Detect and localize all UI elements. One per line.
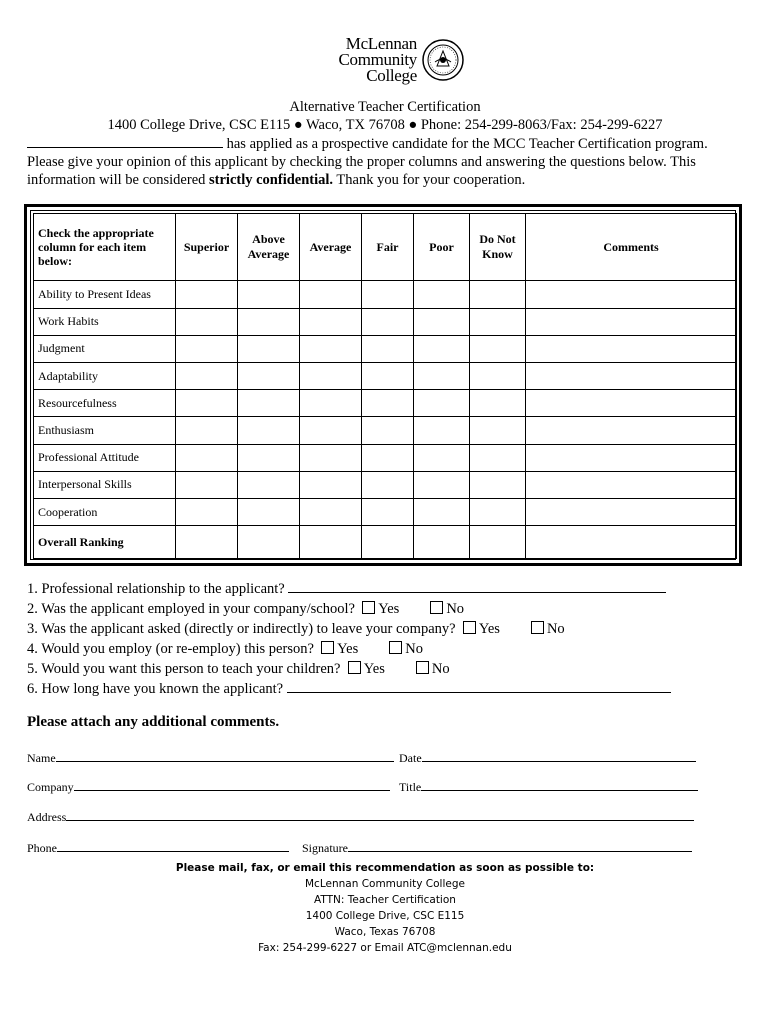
rating-cell[interactable] [176, 444, 238, 471]
rating-cell[interactable] [414, 444, 470, 471]
row-label: Judgment [34, 335, 176, 362]
rating-cell[interactable] [300, 499, 362, 526]
office-address: 1400 College Drive, CSC E115 ● Waco, TX 76708 ● Phone: 254-299-8063/Fax: 254-299-6227 [107, 117, 663, 133]
rating-cell[interactable] [176, 526, 238, 559]
relationship-blank[interactable] [288, 580, 666, 593]
rating-cell[interactable] [300, 444, 362, 471]
rating-cell[interactable] [238, 417, 300, 444]
rating-cell[interactable] [470, 444, 526, 471]
rating-cell[interactable] [362, 417, 414, 444]
row-label: Adaptability [34, 363, 176, 390]
comment-cell[interactable] [526, 499, 737, 526]
checkbox-icon[interactable] [430, 601, 443, 614]
rating-cell[interactable] [414, 281, 470, 308]
rating-cell[interactable] [414, 363, 470, 390]
rating-cell[interactable] [300, 390, 362, 417]
rating-cell[interactable] [414, 471, 470, 498]
question-6: 6. How long have you known the applicant? [27, 679, 671, 699]
col-above-average: Above Average [238, 214, 300, 281]
comment-cell[interactable] [526, 281, 737, 308]
row-label: Interpersonal Skills [34, 471, 176, 498]
rating-cell[interactable] [470, 281, 526, 308]
checkbox-icon[interactable] [463, 621, 476, 634]
comment-cell[interactable] [526, 471, 737, 498]
rating-cell[interactable] [414, 390, 470, 417]
table-row [34, 444, 737, 471]
applicant-name-blank[interactable] [27, 135, 223, 148]
questions-list [27, 579, 671, 699]
rating-table [33, 213, 737, 559]
rating-cell[interactable] [470, 499, 526, 526]
rating-cell[interactable] [238, 526, 300, 559]
checkbox-icon[interactable] [362, 601, 375, 614]
rating-cell[interactable] [470, 335, 526, 362]
rating-cell[interactable] [238, 471, 300, 498]
rating-cell[interactable] [300, 335, 362, 362]
checkbox-icon[interactable] [531, 621, 544, 634]
col-do-not-know: Do Not Know [470, 214, 526, 281]
rating-cell[interactable] [238, 281, 300, 308]
comment-cell[interactable] [526, 308, 737, 335]
row-label: Enthusiasm [34, 417, 176, 444]
table-row [34, 390, 737, 417]
rating-cell[interactable] [362, 335, 414, 362]
rating-cell[interactable] [362, 499, 414, 526]
table-row [34, 499, 737, 526]
rating-cell[interactable] [362, 471, 414, 498]
rating-cell[interactable] [238, 444, 300, 471]
checkbox-icon[interactable] [416, 661, 429, 674]
duration-blank[interactable] [287, 680, 671, 693]
rating-cell[interactable] [470, 390, 526, 417]
intro-line-2: Please give your opinion of this applicant by checking the proper columns and answering the questions below. This [27, 154, 696, 170]
rating-cell[interactable] [470, 417, 526, 444]
question-5: 5. Would you want this person to teach your children? Yes No [27, 661, 450, 677]
table-row [34, 417, 737, 444]
rating-cell[interactable] [176, 471, 238, 498]
date-field: Date [399, 749, 696, 766]
rating-table-frame [24, 204, 742, 566]
rating-cell[interactable] [300, 308, 362, 335]
rating-cell[interactable] [362, 308, 414, 335]
rating-cell[interactable] [176, 308, 238, 335]
rating-cell[interactable] [414, 308, 470, 335]
rating-cell[interactable] [300, 471, 362, 498]
rating-cell[interactable] [176, 281, 238, 308]
rating-cell[interactable] [300, 417, 362, 444]
title-input[interactable] [421, 778, 698, 791]
question-4: 4. Would you employ (or re-employ) this person? Yes No [27, 641, 423, 657]
rating-cell[interactable] [414, 417, 470, 444]
col-poor: Poor [414, 214, 470, 281]
col-fair: Fair [362, 214, 414, 281]
mailing-instructions: Please mail, fax, or email this recommendation as soon as possible to: McLennan Community College ATTN: Teacher Certification 1400 College Drive, CSC E115 Waco, Texas 76708 Fax: 254-299-6227 or Email ATC@mclennan.edu [175, 862, 595, 954]
comment-cell[interactable] [526, 390, 737, 417]
question-3: 3. Was the applicant asked (directly or indirectly) to leave your company? Yes No [27, 621, 565, 637]
row-label: Overall Ranking [34, 526, 176, 559]
rating-cell[interactable] [238, 363, 300, 390]
address-field: Address [27, 808, 694, 825]
rating-cell[interactable] [176, 499, 238, 526]
signature-field: Signature [302, 839, 692, 856]
rating-cell[interactable] [300, 363, 362, 390]
title-field: Title [399, 778, 698, 795]
question-2: 2. Was the applicant employed in your company/school? Yes No [27, 601, 465, 617]
question-1: 1. Professional relationship to the applicant? [27, 579, 671, 599]
checkbox-icon[interactable] [321, 641, 334, 654]
row-label: Professional Attitude [34, 444, 176, 471]
table-row [34, 335, 737, 362]
signature-input[interactable] [348, 839, 692, 852]
checkbox-icon[interactable] [389, 641, 402, 654]
table-row [34, 471, 737, 498]
rating-cell[interactable] [362, 281, 414, 308]
name-input[interactable] [56, 749, 394, 762]
company-field: Company [27, 778, 390, 795]
company-input[interactable] [74, 778, 390, 791]
rating-cell[interactable] [414, 335, 470, 362]
phone-input[interactable] [57, 839, 289, 852]
intro-line-1: has applied as a prospective candidate for the MCC Teacher Certification program. [27, 135, 747, 153]
comment-cell[interactable] [526, 444, 737, 471]
college-logo [305, 34, 465, 90]
attach-comments-note: Please attach any additional comments. [27, 714, 280, 730]
rating-cell[interactable] [362, 363, 414, 390]
rating-cell[interactable] [176, 335, 238, 362]
table-row [34, 308, 737, 335]
rating-cell[interactable] [362, 526, 414, 559]
rating-cell[interactable] [238, 335, 300, 362]
rating-cell[interactable] [300, 281, 362, 308]
col-average: Average [300, 214, 362, 281]
rating-cell[interactable] [176, 363, 238, 390]
col-superior: Superior [176, 214, 238, 281]
row-label: Work Habits [34, 308, 176, 335]
rating-cell[interactable] [300, 526, 362, 559]
col-comments: Comments [526, 214, 737, 281]
rating-cell[interactable] [238, 308, 300, 335]
rating-cell[interactable] [470, 363, 526, 390]
name-field: Name [27, 749, 394, 766]
comment-cell[interactable] [526, 526, 737, 559]
phone-field: Phone [27, 839, 289, 856]
comment-cell[interactable] [526, 417, 737, 444]
rating-cell[interactable] [362, 390, 414, 417]
row-label: Cooperation [34, 499, 176, 526]
rating-cell[interactable] [176, 390, 238, 417]
rating-cell[interactable] [414, 499, 470, 526]
rating-cell[interactable] [176, 417, 238, 444]
comment-cell[interactable] [526, 335, 737, 362]
rating-cell[interactable] [470, 471, 526, 498]
table-header-row [34, 214, 737, 281]
checkbox-icon[interactable] [348, 661, 361, 674]
intro-line-3: information will be considered strictly confidential. Thank you for your cooperation. [27, 172, 526, 188]
comment-cell[interactable] [526, 363, 737, 390]
table-row [34, 281, 737, 308]
address-input[interactable] [66, 808, 694, 821]
date-input[interactable] [422, 749, 696, 762]
table-row [34, 363, 737, 390]
form-title: Alternative Teacher Certification [289, 99, 481, 115]
header-instructions: Check the appropriate column for each item below: [34, 214, 176, 281]
row-label: Resourcefulness [34, 390, 176, 417]
rating-cell[interactable] [470, 526, 526, 559]
rating-cell[interactable] [362, 444, 414, 471]
rating-cell[interactable] [470, 308, 526, 335]
table-row-overall [34, 526, 737, 559]
rating-cell[interactable] [238, 390, 300, 417]
rating-cell[interactable] [238, 499, 300, 526]
row-label: Ability to Present Ideas [34, 281, 176, 308]
rating-cell[interactable] [414, 526, 470, 559]
college-seal-icon [421, 38, 465, 82]
logo-wordmark: McLennan Community College [338, 34, 417, 85]
